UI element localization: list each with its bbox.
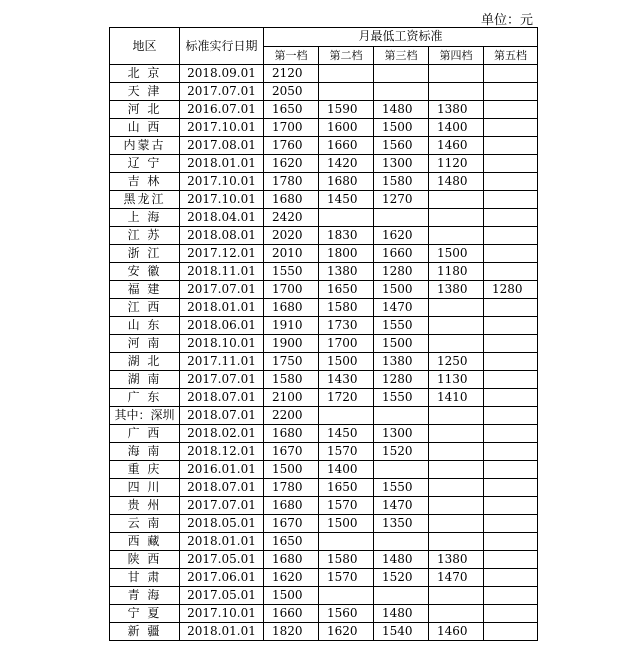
wage-cell-tier-1: 2010	[264, 245, 319, 263]
wage-cell-tier-4	[429, 479, 484, 497]
table-row	[110, 191, 538, 209]
wage-cell-tier-3: 1480	[374, 605, 429, 623]
header-tier-4: 第四档	[429, 46, 484, 65]
wage-cell-tier-5	[484, 173, 538, 191]
table-row	[110, 425, 538, 443]
region-cell: 内蒙古	[110, 137, 180, 155]
wage-cell-tier-2: 1590	[319, 101, 374, 119]
region-cell: 福 建	[110, 281, 180, 299]
wage-cell-tier-4	[429, 461, 484, 479]
wage-cell-tier-4	[429, 299, 484, 317]
wage-cell-tier-4	[429, 443, 484, 461]
table-row	[110, 587, 538, 605]
wage-cell-tier-5	[484, 587, 538, 605]
wage-cell-tier-4	[429, 497, 484, 515]
wage-cell-tier-3: 1280	[374, 263, 429, 281]
wage-cell-tier-5	[484, 317, 538, 335]
table-row	[110, 173, 538, 191]
region-cell: 贵 州	[110, 497, 180, 515]
wage-cell-tier-2: 1800	[319, 245, 374, 263]
wage-cell-tier-1: 1580	[264, 371, 319, 389]
wage-cell-tier-4: 1380	[429, 101, 484, 119]
wage-cell-tier-3: 1470	[374, 299, 429, 317]
date-cell: 2016.01.01	[180, 461, 264, 479]
region-cell: 黑龙江	[110, 191, 180, 209]
wage-cell-tier-2: 1730	[319, 317, 374, 335]
table-row	[110, 245, 538, 263]
wage-cell-tier-4	[429, 83, 484, 101]
wage-cell-tier-5	[484, 191, 538, 209]
region-cell: 河 南	[110, 335, 180, 353]
wage-cell-tier-2: 1400	[319, 461, 374, 479]
table-row	[110, 371, 538, 389]
wage-cell-tier-1: 2050	[264, 83, 319, 101]
wage-cell-tier-2	[319, 83, 374, 101]
region-cell: 青 海	[110, 587, 180, 605]
wage-cell-tier-5	[484, 83, 538, 101]
wage-cell-tier-1: 1500	[264, 587, 319, 605]
min-wage-table	[109, 27, 538, 641]
header-tier-5: 第五档	[484, 46, 538, 65]
date-cell: 2017.10.01	[180, 119, 264, 137]
wage-cell-tier-1: 1650	[264, 101, 319, 119]
region-cell: 河 北	[110, 101, 180, 119]
region-cell: 北 京	[110, 65, 180, 83]
wage-cell-tier-4	[429, 587, 484, 605]
wage-cell-tier-1: 1680	[264, 191, 319, 209]
wage-cell-tier-4	[429, 533, 484, 551]
wage-cell-tier-4	[429, 515, 484, 533]
wage-cell-tier-5	[484, 209, 538, 227]
wage-cell-tier-1: 1700	[264, 119, 319, 137]
wage-cell-tier-4: 1250	[429, 353, 484, 371]
wage-cell-tier-2: 1570	[319, 497, 374, 515]
wage-cell-tier-1: 1550	[264, 263, 319, 281]
region-cell: 湖 北	[110, 353, 180, 371]
wage-cell-tier-1: 1670	[264, 515, 319, 533]
date-cell: 2018.04.01	[180, 209, 264, 227]
wage-cell-tier-3: 1520	[374, 443, 429, 461]
wage-cell-tier-3: 1500	[374, 281, 429, 299]
wage-cell-tier-1: 2120	[264, 65, 319, 83]
wage-cell-tier-3: 1540	[374, 623, 429, 641]
region-cell: 重 庆	[110, 461, 180, 479]
region-cell: 上 海	[110, 209, 180, 227]
wage-cell-tier-3: 1550	[374, 389, 429, 407]
wage-cell-tier-1: 2100	[264, 389, 319, 407]
wage-cell-tier-2: 1560	[319, 605, 374, 623]
table-row	[110, 281, 538, 299]
wage-cell-tier-1: 2020	[264, 227, 319, 245]
wage-cell-tier-3	[374, 533, 429, 551]
date-cell: 2017.07.01	[180, 371, 264, 389]
region-cell: 其中：深圳	[110, 407, 180, 425]
wage-cell-tier-1: 2420	[264, 209, 319, 227]
table-row	[110, 137, 538, 155]
date-cell: 2017.05.01	[180, 551, 264, 569]
date-cell: 2017.05.01	[180, 587, 264, 605]
wage-cell-tier-4	[429, 335, 484, 353]
date-cell: 2018.02.01	[180, 425, 264, 443]
wage-cell-tier-5	[484, 65, 538, 83]
wage-cell-tier-1: 1680	[264, 551, 319, 569]
wage-cell-tier-2: 1620	[319, 623, 374, 641]
wage-cell-tier-1: 1680	[264, 497, 319, 515]
region-cell: 甘 肃	[110, 569, 180, 587]
table-row	[110, 209, 538, 227]
wage-cell-tier-2: 1830	[319, 227, 374, 245]
wage-cell-tier-4	[429, 425, 484, 443]
date-cell: 2017.10.01	[180, 173, 264, 191]
wage-cell-tier-1: 1680	[264, 299, 319, 317]
wage-cell-tier-5	[484, 227, 538, 245]
table-row	[110, 83, 538, 101]
wage-cell-tier-1: 1750	[264, 353, 319, 371]
wage-cell-tier-3: 1660	[374, 245, 429, 263]
wage-cell-tier-3: 1300	[374, 425, 429, 443]
region-cell: 陕 西	[110, 551, 180, 569]
wage-cell-tier-4: 1380	[429, 281, 484, 299]
wage-cell-tier-1: 1670	[264, 443, 319, 461]
region-cell: 山 东	[110, 317, 180, 335]
wage-cell-tier-5	[484, 101, 538, 119]
wage-cell-tier-1: 1680	[264, 425, 319, 443]
wage-cell-tier-2	[319, 209, 374, 227]
wage-cell-tier-4: 1400	[429, 119, 484, 137]
region-cell: 山 西	[110, 119, 180, 137]
wage-cell-tier-1: 1660	[264, 605, 319, 623]
wage-cell-tier-3: 1560	[374, 137, 429, 155]
date-cell: 2018.01.01	[180, 155, 264, 173]
wage-cell-tier-3	[374, 587, 429, 605]
wage-cell-tier-2: 1500	[319, 515, 374, 533]
date-cell: 2017.07.01	[180, 497, 264, 515]
wage-cell-tier-3: 1480	[374, 551, 429, 569]
wage-cell-tier-5	[484, 497, 538, 515]
wage-cell-tier-1: 1620	[264, 569, 319, 587]
region-cell: 海 南	[110, 443, 180, 461]
wage-cell-tier-5	[484, 569, 538, 587]
table-row	[110, 155, 538, 173]
wage-cell-tier-5	[484, 479, 538, 497]
table-row	[110, 443, 538, 461]
wage-cell-tier-3	[374, 407, 429, 425]
wage-cell-tier-1: 1910	[264, 317, 319, 335]
header-tier-1: 第一档	[264, 46, 319, 65]
table-row	[110, 317, 538, 335]
wage-cell-tier-2: 1430	[319, 371, 374, 389]
wage-cell-tier-1: 1760	[264, 137, 319, 155]
region-cell: 四 川	[110, 479, 180, 497]
wage-cell-tier-5	[484, 335, 538, 353]
wage-cell-tier-3	[374, 209, 429, 227]
wage-cell-tier-5	[484, 461, 538, 479]
region-cell: 广 东	[110, 389, 180, 407]
wage-cell-tier-4	[429, 605, 484, 623]
region-cell: 江 苏	[110, 227, 180, 245]
wage-cell-tier-4: 1460	[429, 623, 484, 641]
wage-cell-tier-3: 1300	[374, 155, 429, 173]
header-region: 地区	[110, 28, 180, 65]
table-row	[110, 605, 538, 623]
wage-cell-tier-4: 1120	[429, 155, 484, 173]
date-cell: 2017.07.01	[180, 281, 264, 299]
header-wage-group: 月最低工资标准	[264, 28, 538, 47]
table-row	[110, 299, 538, 317]
region-cell: 浙 江	[110, 245, 180, 263]
wage-cell-tier-4: 1130	[429, 371, 484, 389]
wage-cell-tier-1: 1650	[264, 533, 319, 551]
wage-cell-tier-5	[484, 137, 538, 155]
wage-cell-tier-5	[484, 551, 538, 569]
table-row	[110, 497, 538, 515]
wage-cell-tier-3: 1620	[374, 227, 429, 245]
region-cell: 新 疆	[110, 623, 180, 641]
wage-cell-tier-4: 1470	[429, 569, 484, 587]
date-cell: 2017.11.01	[180, 353, 264, 371]
wage-cell-tier-2: 1380	[319, 263, 374, 281]
region-cell: 西 藏	[110, 533, 180, 551]
wage-cell-tier-2: 1580	[319, 551, 374, 569]
wage-cell-tier-2: 1650	[319, 479, 374, 497]
header-tier-3: 第三档	[374, 46, 429, 65]
wage-cell-tier-5: 1280	[484, 281, 538, 299]
wage-cell-tier-2: 1700	[319, 335, 374, 353]
wage-cell-tier-5	[484, 155, 538, 173]
wage-cell-tier-5	[484, 389, 538, 407]
table-row	[110, 407, 538, 425]
date-cell: 2018.11.01	[180, 263, 264, 281]
wage-cell-tier-4: 1380	[429, 551, 484, 569]
wage-cell-tier-1: 1820	[264, 623, 319, 641]
wage-cell-tier-5	[484, 371, 538, 389]
region-cell: 江 西	[110, 299, 180, 317]
wage-cell-tier-2: 1570	[319, 569, 374, 587]
wage-cell-tier-3: 1580	[374, 173, 429, 191]
wage-cell-tier-1: 1780	[264, 479, 319, 497]
date-cell: 2018.09.01	[180, 65, 264, 83]
table-row	[110, 263, 538, 281]
wage-cell-tier-4: 1460	[429, 137, 484, 155]
region-cell: 天 津	[110, 83, 180, 101]
table-row	[110, 119, 538, 137]
wage-cell-tier-1: 1620	[264, 155, 319, 173]
table-row	[110, 227, 538, 245]
wage-cell-tier-5	[484, 623, 538, 641]
wage-cell-tier-2: 1500	[319, 353, 374, 371]
region-cell: 云 南	[110, 515, 180, 533]
wage-cell-tier-4	[429, 191, 484, 209]
wage-cell-tier-5	[484, 533, 538, 551]
wage-cell-tier-5	[484, 353, 538, 371]
wage-cell-tier-2	[319, 407, 374, 425]
wage-cell-tier-3: 1280	[374, 371, 429, 389]
wage-cell-tier-3	[374, 461, 429, 479]
wage-cell-tier-2: 1600	[319, 119, 374, 137]
date-cell: 2017.06.01	[180, 569, 264, 587]
wage-cell-tier-5	[484, 605, 538, 623]
wage-cell-tier-5	[484, 299, 538, 317]
date-cell: 2017.10.01	[180, 605, 264, 623]
wage-cell-tier-1: 2200	[264, 407, 319, 425]
wage-cell-tier-3: 1350	[374, 515, 429, 533]
wage-cell-tier-4	[429, 209, 484, 227]
date-cell: 2018.01.01	[180, 299, 264, 317]
table-row	[110, 533, 538, 551]
wage-cell-tier-5	[484, 245, 538, 263]
wage-cell-tier-3: 1520	[374, 569, 429, 587]
wage-cell-tier-3: 1380	[374, 353, 429, 371]
wage-cell-tier-3: 1480	[374, 101, 429, 119]
wage-cell-tier-1: 1700	[264, 281, 319, 299]
date-cell: 2018.06.01	[180, 317, 264, 335]
table-row	[110, 335, 538, 353]
date-cell: 2017.12.01	[180, 245, 264, 263]
date-cell: 2018.08.01	[180, 227, 264, 245]
wage-cell-tier-5	[484, 263, 538, 281]
wage-cell-tier-4: 1180	[429, 263, 484, 281]
wage-cell-tier-5	[484, 515, 538, 533]
date-cell: 2016.07.01	[180, 101, 264, 119]
wage-cell-tier-2	[319, 533, 374, 551]
wage-cell-tier-3: 1500	[374, 119, 429, 137]
table-body	[110, 65, 538, 641]
wage-cell-tier-5	[484, 119, 538, 137]
wage-cell-tier-4	[429, 227, 484, 245]
wage-cell-tier-2: 1680	[319, 173, 374, 191]
header-date: 标准实行日期	[180, 28, 264, 65]
wage-cell-tier-1: 1900	[264, 335, 319, 353]
wage-cell-tier-1: 1780	[264, 173, 319, 191]
wage-cell-tier-5	[484, 443, 538, 461]
wage-cell-tier-5	[484, 425, 538, 443]
region-cell: 吉 林	[110, 173, 180, 191]
table-row	[110, 551, 538, 569]
date-cell: 2018.07.01	[180, 389, 264, 407]
date-cell: 2018.12.01	[180, 443, 264, 461]
wage-cell-tier-3: 1550	[374, 317, 429, 335]
wage-cell-tier-3: 1550	[374, 479, 429, 497]
table-row	[110, 389, 538, 407]
date-cell: 2018.07.01	[180, 407, 264, 425]
wage-cell-tier-3: 1500	[374, 335, 429, 353]
header-tier-2: 第二档	[319, 46, 374, 65]
wage-cell-tier-3	[374, 83, 429, 101]
table-row	[110, 569, 538, 587]
table-row	[110, 479, 538, 497]
date-cell: 2018.05.01	[180, 515, 264, 533]
table-row	[110, 353, 538, 371]
wage-cell-tier-3	[374, 65, 429, 83]
wage-cell-tier-2: 1660	[319, 137, 374, 155]
wage-cell-tier-2: 1650	[319, 281, 374, 299]
wage-cell-tier-2	[319, 587, 374, 605]
wage-cell-tier-4	[429, 407, 484, 425]
date-cell: 2018.07.01	[180, 479, 264, 497]
wage-cell-tier-2: 1580	[319, 299, 374, 317]
wage-cell-tier-1: 1500	[264, 461, 319, 479]
date-cell: 2018.01.01	[180, 623, 264, 641]
date-cell: 2017.08.01	[180, 137, 264, 155]
region-cell: 广 西	[110, 425, 180, 443]
wage-cell-tier-2: 1450	[319, 191, 374, 209]
wage-cell-tier-3: 1270	[374, 191, 429, 209]
region-cell: 湖 南	[110, 371, 180, 389]
wage-cell-tier-2: 1720	[319, 389, 374, 407]
wage-cell-tier-3: 1470	[374, 497, 429, 515]
wage-cell-tier-4: 1480	[429, 173, 484, 191]
region-cell: 安 徽	[110, 263, 180, 281]
wage-cell-tier-4	[429, 65, 484, 83]
wage-cell-tier-2	[319, 65, 374, 83]
region-cell: 辽 宁	[110, 155, 180, 173]
unit-label: 单位：元	[481, 13, 534, 28]
table-row	[110, 461, 538, 479]
date-cell: 2017.07.01	[180, 83, 264, 101]
table-row	[110, 623, 538, 641]
wage-cell-tier-4: 1410	[429, 389, 484, 407]
wage-cell-tier-2: 1450	[319, 425, 374, 443]
wage-cell-tier-4	[429, 317, 484, 335]
date-cell: 2017.10.01	[180, 191, 264, 209]
region-cell: 宁 夏	[110, 605, 180, 623]
table-row	[110, 101, 538, 119]
wage-cell-tier-2: 1570	[319, 443, 374, 461]
wage-cell-tier-2: 1420	[319, 155, 374, 173]
table-row	[110, 515, 538, 533]
wage-cell-tier-4: 1500	[429, 245, 484, 263]
date-cell: 2018.01.01	[180, 533, 264, 551]
date-cell: 2018.10.01	[180, 335, 264, 353]
table-row	[110, 65, 538, 83]
wage-cell-tier-5	[484, 407, 538, 425]
